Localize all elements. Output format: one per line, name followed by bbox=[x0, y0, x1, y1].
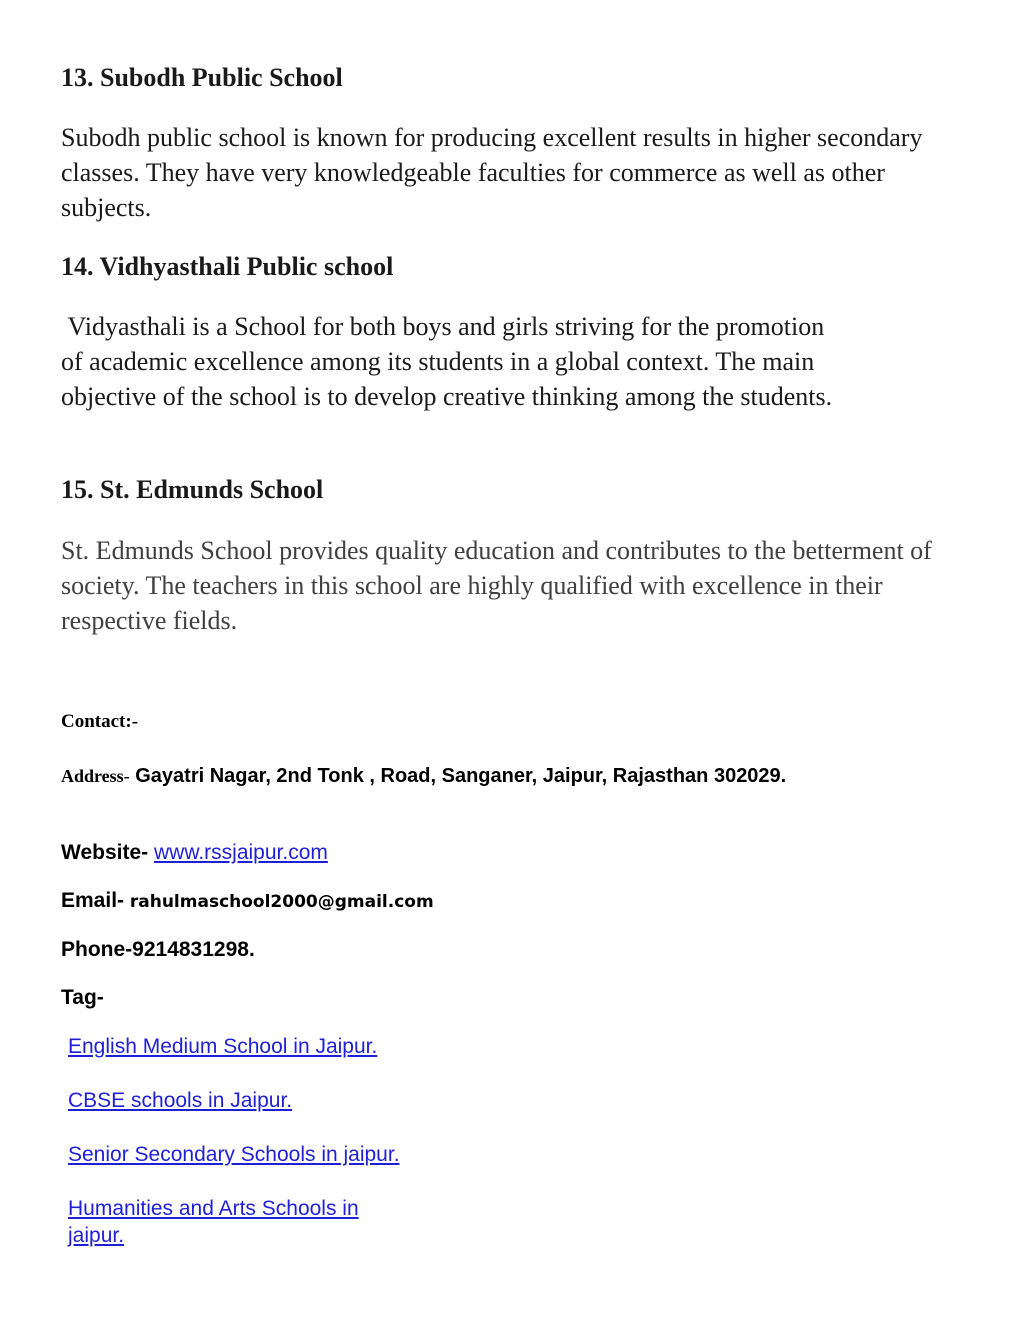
website-row bbox=[61, 841, 328, 865]
contact-label: Contact:- bbox=[61, 711, 139, 732]
section-body-vidhyasthali: Vidyasthali is a School for both boys and girls striving for the promotion of academic excellence among its students in a global context. The main objective of the school is to develop creative thinking among the students. bbox=[61, 312, 833, 411]
tag-label: Tag- bbox=[61, 986, 104, 1009]
address-label: Address- bbox=[61, 766, 130, 786]
email-label: Email- bbox=[61, 889, 125, 912]
tag-link-humanities-arts[interactable]: Humanities and Arts Schools in jaipur. bbox=[68, 1197, 359, 1247]
website-label: Website- bbox=[61, 841, 149, 864]
tag-link-english-medium[interactable]: English Medium School in Jaipur. bbox=[68, 1035, 378, 1058]
website-link[interactable]: www.rssjaipur.com bbox=[153, 841, 328, 864]
section-heading-subodh: 13. Subodh Public School bbox=[61, 63, 343, 92]
email-row bbox=[61, 889, 434, 913]
email-value: rahulmaschool2000@gmail.com bbox=[129, 892, 434, 912]
section-heading-edmunds: 15. St. Edmunds School bbox=[61, 475, 324, 504]
phone-line: Phone-9214831298. bbox=[61, 938, 255, 961]
address-line bbox=[61, 761, 881, 791]
section-body-edmunds: St. Edmunds School provides quality education and contributes to the betterment of society. The teachers in this school are highly qualified with excellence in their respective fields. bbox=[61, 536, 932, 635]
section-body-subodh: Subodh public school is known for producing excellent results in higher secondary classes. They have very knowledgeable faculties for commerce as well as other subjects. bbox=[61, 123, 923, 222]
address-value: Gayatri Nagar, 2nd Tonk , Road, Sanganer, Jaipur, Rajasthan 302029. bbox=[135, 765, 787, 787]
tag-link-senior-secondary[interactable]: Senior Secondary Schools in jaipur. bbox=[68, 1143, 400, 1166]
tag-link-cbse[interactable]: CBSE schools in Jaipur. bbox=[68, 1089, 293, 1112]
section-heading-vidhyasthali: 14. Vidhyasthali Public school bbox=[61, 252, 394, 281]
